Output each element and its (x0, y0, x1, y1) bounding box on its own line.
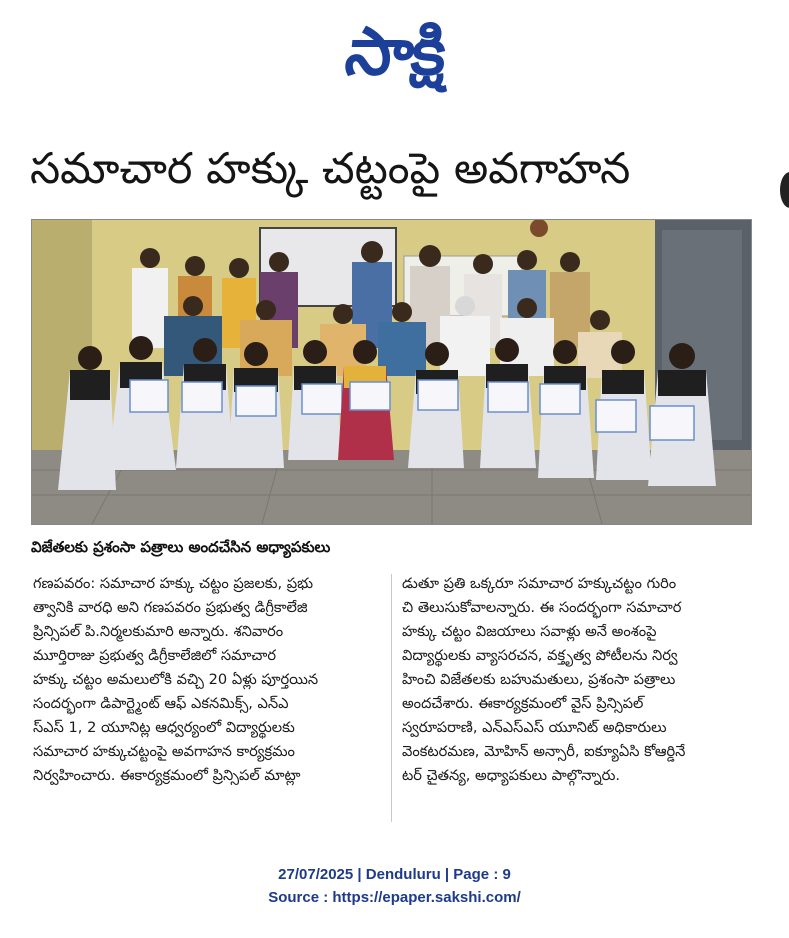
article-line: టర్ చైతన్య, అధ్యాపకులు పాల్గొన్నారు. (402, 767, 621, 784)
article-line: హక్కు చట్టం విజయాలు సవాళ్లు అనే అంశంపై (402, 623, 657, 640)
article-line: స్ఎస్ 1, 2 యూనిట్ల ఆధ్వర్యంలో విద్యార్థులకు (33, 719, 295, 736)
article-line: త్వానికి వారధి అని గణపవరం ప్రభుత్వ డిగ్రీకాలేజి (33, 599, 308, 616)
article-line: విద్యార్థులకు వ్యాసరచన, వక్తృత్వ పోటీలను నిర్వ (402, 647, 678, 664)
group-photo (31, 219, 752, 525)
article-line: గణపవరం: సమాచార హక్కు చట్టం ప్రజలకు, ప్రభు (33, 575, 314, 592)
source-link[interactable]: Source : https://epaper.sakshi.com/ (268, 889, 521, 906)
article-line: హించి విజేతలకు బహుమతులు, ప్రశంసా పత్రాలు (402, 671, 676, 688)
edition-info: 27/07/2025 | Denduluru | Page : 9 (278, 866, 511, 883)
column-divider (391, 574, 392, 822)
article-line: సమాచార హక్కుచట్టంపై అవగాహన కార్యక్రమం (33, 743, 295, 760)
article-line: అందచేశారు. ఈకార్యక్రమంలో వైస్ ప్రిన్సిపల్ (402, 695, 644, 712)
group-photo-icon (32, 220, 751, 524)
article-line: డుతూ ప్రతి ఒక్కరూ సమాచార హక్కుచట్టం గురిం (402, 575, 677, 592)
newspaper-masthead (290, 12, 500, 92)
adjacent-article-strip (770, 150, 789, 850)
article-line: వెంకటరమణ, మోహిన్ అన్సారీ, ఐక్యూఏసి కోఆర్డినే (402, 743, 686, 760)
article-line: హక్కు చట్టం అమలులోకి వచ్చి 20 ఏళ్లు పూర్తయిన (33, 671, 319, 688)
article-line: చి తెలుసుకోవాలన్నారు. ఈ సందర్భంగా సమాచార (402, 599, 682, 616)
article-line: స్వరూపరాణి, ఎన్ఎస్ఎస్ యూనిట్ అధికారులు (402, 719, 667, 736)
article-headline: సమాచార హక్కు చట్టంపై అవగాహన (30, 144, 631, 194)
article-line: సందర్భంగా డిపార్ట్మెంట్ ఆఫ్ ఎకనమిక్స్, ఎన్ఎ (33, 695, 289, 712)
article-line: ప్రిన్సిపల్ పి.నిర్మలకుమారి అన్నారు. శనివారం (33, 623, 284, 640)
adjacent-headline-fragment (780, 172, 789, 208)
article-column-right (402, 572, 752, 832)
photo-caption: విజేతలకు ప్రశంసా పత్రాలు అందచేసిన అధ్యాపకులు (31, 538, 331, 556)
article-line: మూర్తిరాజు ప్రభుత్వ డిగ్రీకాలేజిలో సమాచార (33, 647, 277, 664)
masthead-logo-text: సాక్షి (341, 13, 449, 90)
article-column-left (33, 572, 383, 832)
article-line: నిర్వహించారు. ఈకార్యక్రమంలో ప్రిన్సిపల్ మాట్లా (33, 767, 301, 784)
